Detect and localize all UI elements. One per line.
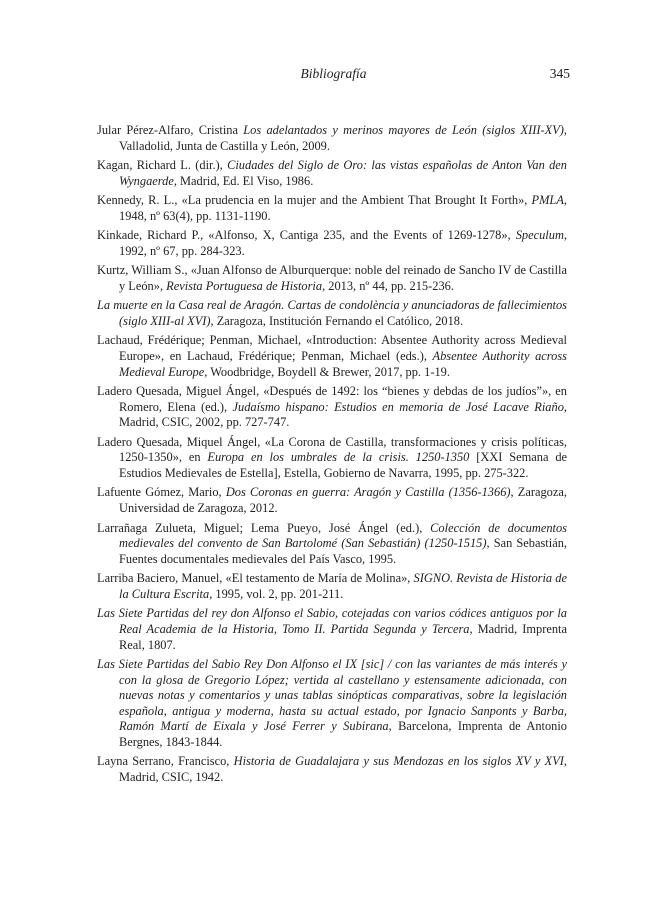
entry-title: Historia de Guadalajara y sus Mendozas en los siglos XV y XVI <box>233 754 564 769</box>
entry-segment: , Madrid, Imprenta Real, 1807. <box>119 621 567 652</box>
entry-segment: Kennedy, R. L., «La prudencia en la mujer and the Ambient That Brought It Forth», <box>97 193 532 208</box>
bibliography-entry <box>97 123 567 154</box>
entry-segment: , Zaragoza, Institución Fernando el Católico, 2018. <box>210 313 464 328</box>
entry-segment: , 1992, nº 67, pp. 284-323. <box>119 228 567 258</box>
entry-segment: Kurtz, William S., «Juan Alfonso de Alburquerque: noble del reinado de Sancho IV de Castilla y León», <box>97 263 567 293</box>
entry-title: PMLA, <box>531 193 567 208</box>
entry-title: Revista Portuguesa de Historia <box>166 278 323 293</box>
entry-segment: , 2013, nº 44, pp. 215-236. <box>322 278 454 293</box>
entry-title: Speculum <box>515 228 564 243</box>
entry-segment: Ladero Quesada, Miguel Ángel, «Después de 1492: los “bienes y debdas de los judíos”», en Romero, Elena (ed.), <box>97 384 567 414</box>
entry-segment: , 1995, vol. 2, pp. 201-211. <box>209 586 344 601</box>
entry-title: Las Siete Partidas del rey don Alfonso el Sabio, cotejadas con varios códices antiguos por la Real Academia de la Historia, Tomo II. Partida Segunda y Tercera <box>97 606 567 636</box>
entry-segment: Lachaud, Frédérique; Penman, Michael, «Introduction: Absentee Authority across Medieval Europe», en Lachaud, Frédérique; Penman, Michael (eds.), <box>97 333 567 364</box>
bibliography-list <box>97 123 567 790</box>
entry-segment: [XXI Semana de Estudios Medievales de Estella], Estella, Gobierno de Navarra, 1995, pp. 275-322. <box>119 450 568 480</box>
entry-segment: , Woodbridge, Boydell & Brewer, 2017, pp. 1-19. <box>204 364 450 379</box>
entry-title: Absentee Authority across Medieval Europe <box>119 349 567 379</box>
entry-segment: , Valladolid, Junta de Castilla y León, 2009. <box>119 123 567 153</box>
entry-segment: Madrid, CSIC, 2002, pp. 727-747. <box>119 415 290 430</box>
bibliography-entry <box>97 657 567 751</box>
entry-segment: Madrid, Ed. El Viso, 1986. <box>176 173 314 188</box>
entry-segment: Kinkade, Richard P., «Alfonso, X, Cantiga 235, and the Events of 1269-1278», <box>97 228 516 243</box>
bibliography-entry <box>97 521 567 568</box>
entry-title: Las Siete Partidas del Sabio Rey Don Alfonso el IX [sic] / con las variantes de más interés y con la glosa de Gregorio López; vertida al castellano y estensamente adicionada, con nuevas notas y comentarios y unas tablas sinópticas comparativas, sobre la legislación española, antigua y moderna, hasta su actual estado, por Ignacio Sanponts y Barba, Ramón Martí de Eixala y José Ferrer y Subirana <box>97 656 567 734</box>
entry-segment: , San Sebastián, Fuentes documentales medievales del País Vasco, 1995. <box>119 536 567 566</box>
bibliography-entry <box>97 193 567 224</box>
entry-title: Los adelantados y merinos mayores de León (siglos XIII-XV) <box>243 123 564 137</box>
bibliography-entry <box>97 384 567 431</box>
page-header <box>97 66 570 86</box>
bibliography-entry <box>97 298 567 329</box>
bibliography-entry <box>97 263 567 294</box>
bibliography-entry <box>97 485 567 516</box>
entry-segment: Layna Serrano, Francisco, <box>97 754 234 769</box>
entry-title: Dos Coronas en guerra: Aragón y Castilla (1356-1366) <box>225 485 511 500</box>
entry-segment: Larriba Baciero, Manuel, «El testamento de María de Molina», <box>97 571 414 586</box>
bibliography-entry <box>97 228 567 259</box>
page-number: 345 <box>549 66 570 81</box>
bibliography-entry <box>97 333 567 380</box>
entry-segment: Larrañaga Zulueta, Miguel; Lema Pueyo, José Ángel (ed.), <box>97 520 431 535</box>
entry-title: Colección de documentos medievales del convento de San Bartolomé (San Sebastián) (1250-1515) <box>119 520 567 551</box>
entry-title: Ciudades del Siglo de Oro: las vistas españolas de Anton Van den Wyngaerde, <box>119 158 568 188</box>
entry-segment: 1948, nº 63(4), pp. 1131-1190. <box>119 208 271 223</box>
entry-segment: , Madrid, CSIC, 1942. <box>119 754 568 785</box>
entry-segment: , Zaragoza, Universidad de Zaragoza, 2012. <box>119 485 567 516</box>
entry-segment: Lafuente Gómez, Mario, <box>97 485 226 500</box>
bibliography-entry <box>97 606 567 653</box>
bibliography-entry <box>97 158 567 189</box>
bibliography-entry <box>97 571 567 602</box>
entry-title: Judaísmo hispano: Estudios en memoria de José Lacave Riaño, <box>232 399 567 414</box>
entry-title: La muerte en la Casa real de Aragón. Cartas de condolència y anunciadoras de fallecimientos (siglo XIII-al XVI) <box>97 298 567 328</box>
entry-segment: Kagan, Richard L. (dir.), <box>97 158 228 173</box>
entry-segment: , Barcelona, Imprenta de Antonio Bergnes, 1843-1844. <box>119 719 567 749</box>
running-title: Bibliografía <box>300 66 367 81</box>
entry-title: SIGNO. Revista de Historia de la Cultura Escrita <box>119 571 567 601</box>
bibliography-entry <box>97 435 567 482</box>
entry-title: Europa en los umbrales de la crisis. 1250-1350 <box>207 450 470 465</box>
entry-segment: Ladero Quesada, Miquel Ángel, «La Corona de Castilla, transformaciones y crisis políticas, 1250-1350», en <box>97 434 567 465</box>
bibliography-entry <box>97 754 567 785</box>
entry-segment: Jular Pérez-Alfaro, Cristina <box>97 123 244 137</box>
